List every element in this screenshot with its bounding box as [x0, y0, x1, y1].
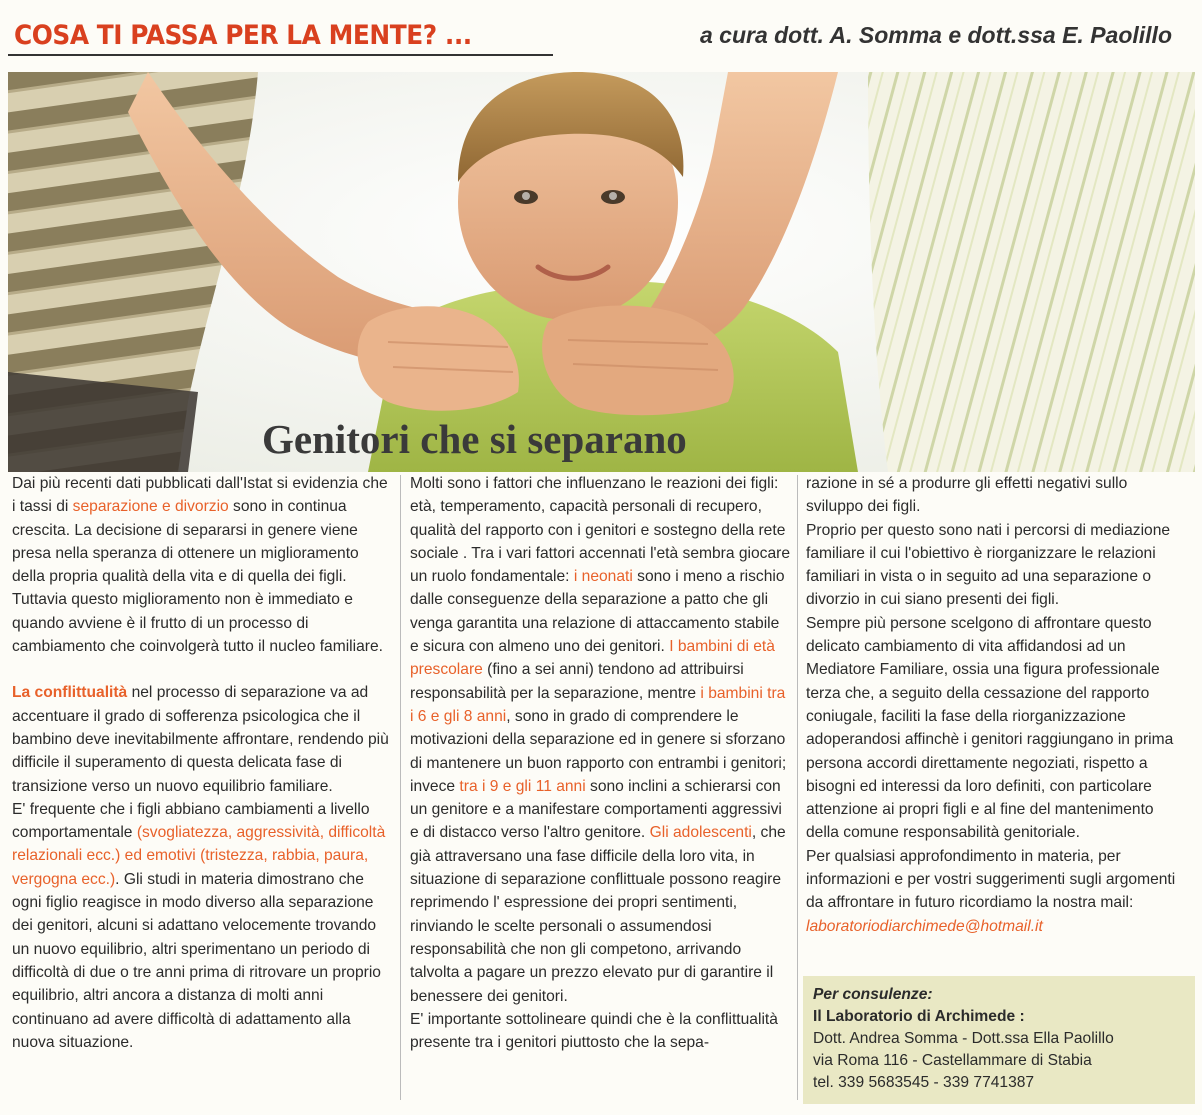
paragraph: Proprio per questo sono nati i percorsi di mediazione familiare il cui l'obiettivo è riorganizzare le relazioni familiari in vista o in seguito ad una separazione o divorzio in cui siano presenti dei figli.	[806, 521, 1171, 609]
article-headline: Genitori che si separano	[262, 416, 687, 462]
contact-people: Dott. Andrea Somma - Dott.ssa Ella Paolillo	[813, 1030, 1114, 1047]
article-column-2	[410, 472, 790, 1054]
highlight: i bambini tra i 6 e gli 8 anni	[410, 684, 786, 725]
paragraph: E' frequente che i figli abbiano cambiamenti a livello comportamentale (svogliatezza, aggressività, difficoltà relazionali ecc.) ed emotivi (tristezza, rabbia, paura, vergogna ecc.). Gli studi in materia dimostrano che ogni figlio reagisce in modo diverso alla separazione dei genitori, alcuni si adattano velocemente trovando un nuovo equilibrio, altri sperimentano un periodo di difficoltà di due o tre anni prima di ritrovare un proprio equilibrio, altri ancora a distanza di molti anni continuano ad avere difficoltà di adattamento alla nuova situazione.	[12, 800, 386, 1051]
hero-photo	[8, 72, 1195, 472]
highlight: La conflittualità	[12, 684, 128, 702]
family-hands-illustration	[8, 72, 1195, 472]
highlight: separazione e divorzio	[72, 498, 229, 516]
rubric-title: COSA TI PASSA PER LA MENTE? ...	[14, 20, 472, 51]
column-divider	[797, 475, 798, 1100]
contact-address: via Roma 116 - Castellammare di Stabia	[813, 1052, 1092, 1069]
email-link[interactable]: laboratoriodiarchimede@hotmail.it	[806, 917, 1043, 935]
paragraph: razione in sé a produrre gli effetti negativi sullo sviluppo dei figli.	[806, 475, 1128, 516]
article-column-1	[12, 472, 392, 1054]
page-header	[0, 0, 1202, 62]
highlight: (svogliatezza, aggressività, difficoltà relazionali ecc.) ed emotivi (tristezza, rabbia, paura, vergogna ecc.)	[12, 824, 386, 888]
paragraph: Sempre più persone scelgono di affrontare questo delicato cambiamento di vita affidandosi ad un Mediatore Familiare, ossia una figura professionale terza che, a seguito della cessazione del rapporto coniugale, faciliti la fase della riorganizzazione adoperandosi affinchè i genitori raggiungano in prima persona accordi direttamente negoziati, rispetto a bisogni ed interessi da loro definiti, con particolare attenzione ai propri figli e al fine del mantenimento della comune responsabilità genitoriale.	[806, 614, 1174, 842]
highlight: i neonati	[573, 568, 633, 586]
contact-organization: Il Laboratorio di Archimede :	[813, 1008, 1025, 1025]
highlight: tra i 9 e gli 11 anni	[459, 777, 586, 795]
contact-phones: tel. 339 5683545 - 339 7741387	[813, 1074, 1035, 1091]
paragraph: Molti sono i fattori che influenzano le reazioni dei figli: età, temperamento, capacità personali di recupero, qualità del rapporto con i genitori e sostegno della rete sociale . Tra i vari fattori accennati l'età sembra giocare un ruolo fondamentale: i neonati sono i meno a rischio dalle conseguenze della separazione a patto che gli venga garantita una relazione di attaccamento stabile e sicura con almeno uno dei genitori. I bambini di età prescolare (fino a sei anni) tendono ad attribuirsi responsabilità per la separazione, mentre i bambini tra i 6 e gli 8 anni, sono in grado di comprendere le motivazioni della separazione ed in genere si sforzano di mantenere un buon rapporto con entrambi i genitori; invece tra i 9 e gli 11 anni sono inclini a schierarsi con un genitore e a manifestare comportamenti aggressivi e di distacco verso l'altro genitore. Gli adolescenti, che già attraversano una fase difficile della loro vita, in situazione di separazione conflittuale possono reagire reprimendo l' espressione dei propri sentimenti, rinviando le scelte personali o assumendosi responsabilità che non gli competono, arrivando talvolta a pagare un prezzo elevato pur di garantire il benessere dei genitori.	[410, 475, 790, 1005]
article-column-3	[806, 472, 1188, 938]
paragraph: Dai più recenti dati pubblicati dall'Istat si evidenzia che i tassi di separazione e divorzio sono in continua crescita. La decisione di separarsi in genere viene presa nella speranza di ottenere un miglioramento della propria qualità della vita e di quella dei figli. Tuttavia questo miglioramento non è immediato e quando avviene è il frutto di un processo di cambiamento che coinvolgerà tutto il nucleo familiare.	[12, 475, 388, 656]
byline: a cura dott. A. Somma e dott.ssa E. Paolillo	[699, 22, 1172, 48]
paragraph: Per qualsiasi approfondimento in materia, per informazioni e per vostri suggerimenti sugli argomenti da affrontare in futuro ricordiamo la nostra mail:	[806, 847, 1176, 912]
paragraph: E' importante sottolineare quindi che è la conflittualità presente tra i genitori piuttosto che la sepa-	[410, 1010, 778, 1052]
paragraph: La conflittualità nel processo di separazione va ad accentuare il grado di sofferenza psicologica che il bambino deve inevitabilmente affrontare, rendendo più difficile il superamento di questa delicata fase di transizione verso un nuovo equilibrio familiare.	[12, 684, 389, 795]
rubric-underline	[8, 54, 553, 56]
contact-box	[803, 976, 1195, 1104]
paragraph	[806, 915, 1188, 938]
highlight: I bambini di età prescolare	[410, 638, 775, 679]
contact-title: Per consulenze:	[813, 986, 933, 1003]
column-divider	[400, 475, 401, 1100]
highlight: Gli adolescenti	[649, 824, 752, 842]
